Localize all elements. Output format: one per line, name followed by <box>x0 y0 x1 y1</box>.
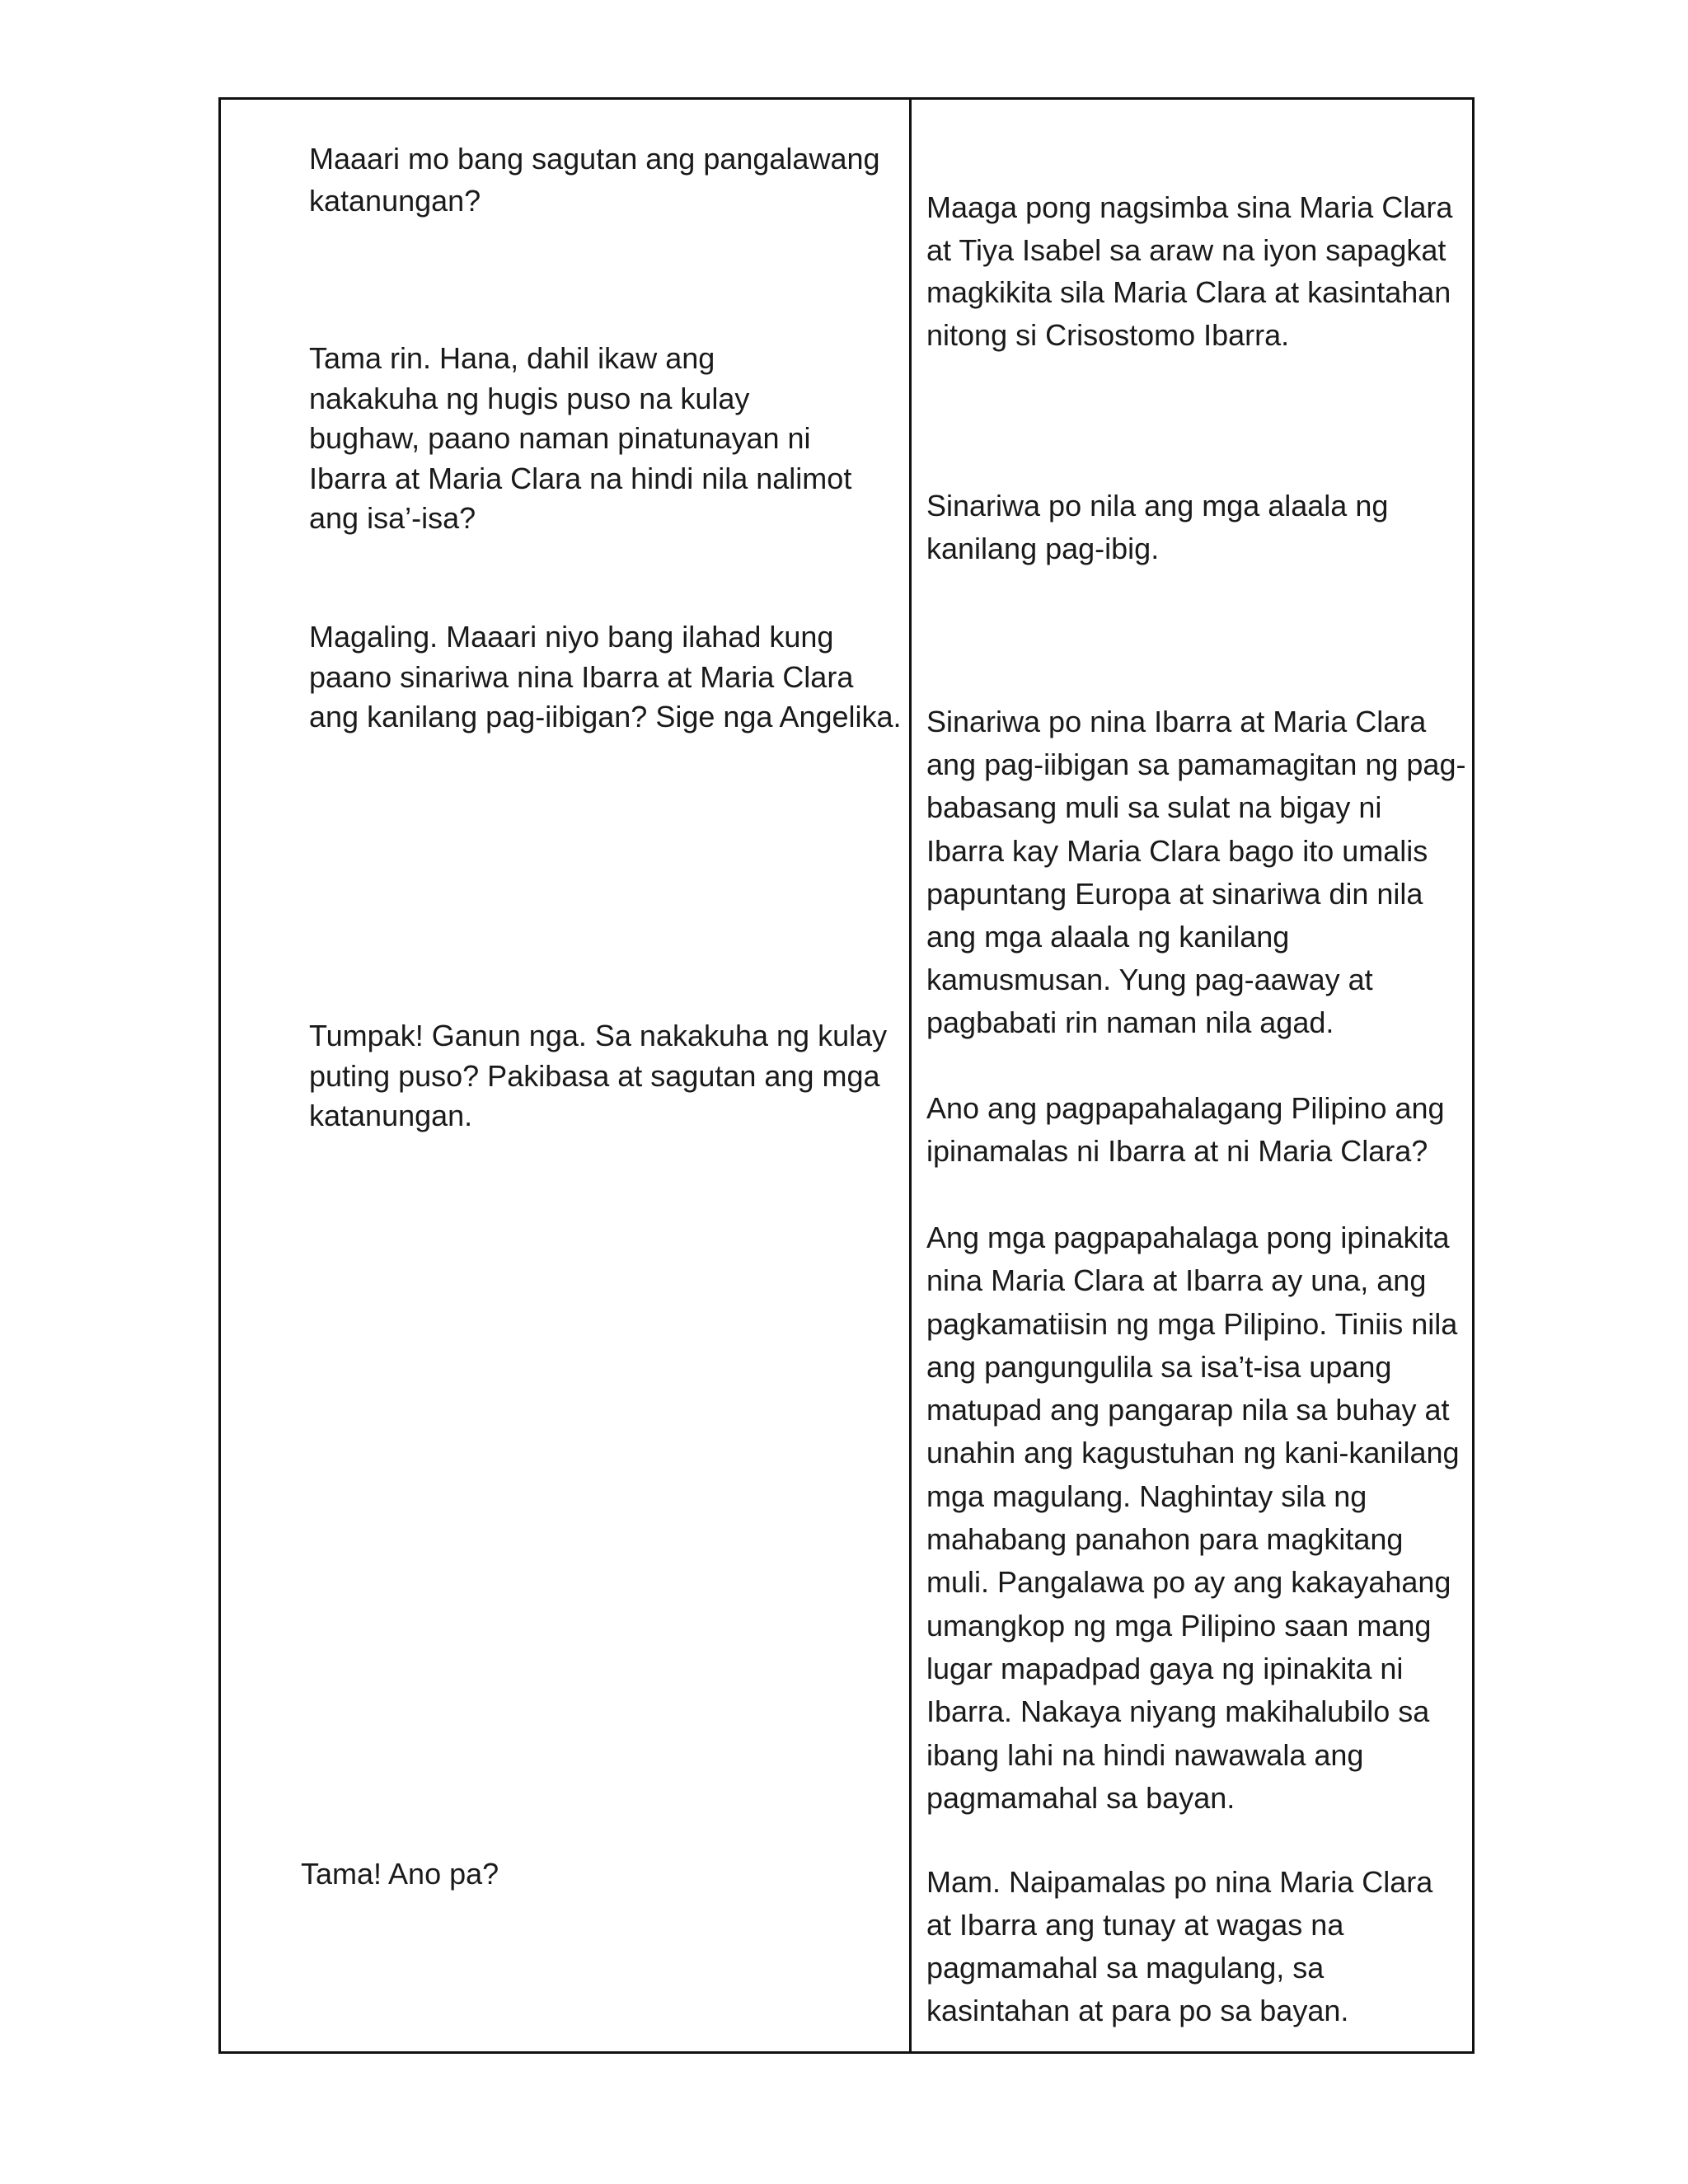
teacher-prompt-5: Tama! Ano pa? <box>301 1857 499 1891</box>
teacher-prompt-2: Tama rin. Hana, dahil ikaw ang nakakuha ng hugis puso na kulay bughaw, paano naman pinatunayan ni Ibarra at Maria Clara na hindi nila nalimot ang isa’-isa? <box>309 341 852 535</box>
student-answer-5: Mam. Naipamalas po nina Maria Clara at Ibarra ang tunay at wagas na pagmamahal sa magulang, sa kasintahan at para po sa bayan. <box>926 1865 1433 2027</box>
teacher-prompt-1: Maaari mo bang sagutan ang pangalawang katanungan? <box>309 142 880 218</box>
column-divider <box>909 97 912 2054</box>
student-answer-1: Maaga pong nagsimba sina Maria Clara at Tiya Isabel sa araw na iyon sapagkat magkikita sila Maria Clara at kasintahan nitong si Crisostomo Ibarra. <box>926 190 1453 352</box>
teacher-prompt-4: Tumpak! Ganun nga. Sa nakakuha ng kulay puting puso? Pakibasa at sagutan ang mga katanungan. <box>309 1019 888 1132</box>
student-answer-2: Sinariwa po nila ang mga alaala ng kanilang pag-ibig. <box>926 489 1389 565</box>
student-question: Ano ang pagpapahalagang Pilipino ang ipinamalas ni Ibarra at ni Maria Clara? <box>926 1091 1445 1168</box>
student-answer-3: Sinariwa po nina Ibarra at Maria Clara ang pag-iibigan sa pamamagitan ng pag- babasang muli sa sulat na bigay ni Ibarra kay Maria Clara bago ito umalis papuntang Europa at sinariwa din nila ang mga alaala ng kanilang kamusmusan. Yung pag-aaway at pagbabati rin naman nila agad. <box>926 705 1466 1040</box>
teacher-prompt-3: Magaling. Maaari niyo bang ilahad kung paano sinariwa nina Ibarra at Maria Clara ang kanilang pag-iibigan? Sige nga Angelika. <box>309 620 902 733</box>
student-answer-4: Ang mga pagpapahalaga pong ipinakita nina Maria Clara at Ibarra ay una, ang pagkamatiisin ng mga Pilipino. Tiniis nila ang pangungulila sa isa’t-isa upang matupad ang pangarap nila sa buhay at unahin ang kagustuhan ng kani-kanilang mga magulang. Naghintay sila ng mahabang panahon para magkitang muli. Pangalawa po ay ang kakayahang umangkop ng mga Pilipino saan mang lugar mapadpad gaya ng ipinakita ni Ibarra. Nakaya niyang makihalubilo sa ibang lahi na hindi nawawala ang pagmamahal sa bayan. <box>926 1221 1460 1815</box>
